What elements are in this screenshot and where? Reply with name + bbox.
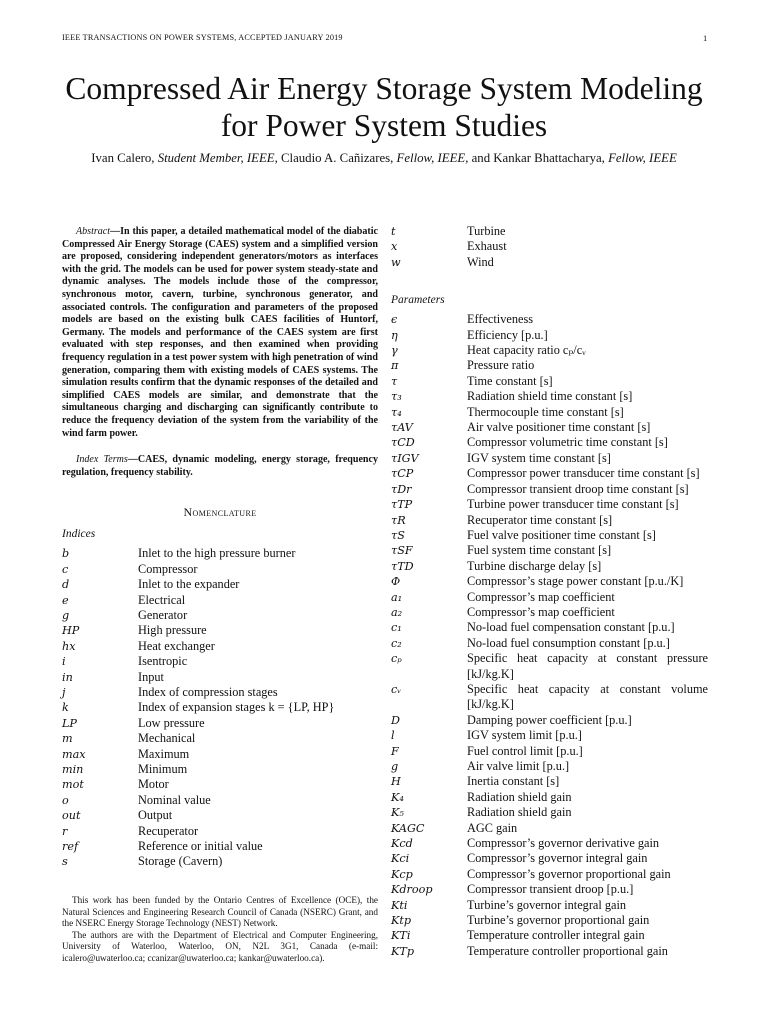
symbol: τ₄ [391,405,402,419]
definition: Output [138,808,173,823]
symbol: τ₃ [391,390,402,404]
parameter-row [391,420,708,435]
indices-list-continued [391,224,708,270]
definition: Minimum [138,761,188,776]
abstract [62,226,378,440]
definition: Fuel valve positioner time constant [s] [467,527,656,542]
parameter-row [391,759,708,774]
indices-label: Indices [62,528,96,541]
parameter-row [391,821,708,836]
definition: Compressor transient droop [p.u.] [467,882,634,897]
definition: IGV system limit [p.u.] [467,728,582,743]
symbol: KTi [391,929,411,943]
definition: Compressor [138,561,198,576]
paper-title [40,70,728,144]
symbol: τTP [391,498,413,512]
index-row [62,793,378,808]
author-list [30,151,738,166]
definition: No-load fuel consumption constant [p.u.] [467,635,670,650]
index-row [62,670,378,685]
definition: Effectiveness [467,312,534,327]
definition: Specific heat capacity at constant volume [kJ/kg.K] [467,681,708,712]
definition: Compressor’s governor derivative gain [467,836,660,851]
definition: Radiation shield time constant [s] [467,389,633,404]
parameter-row [391,651,708,682]
index-row [62,593,378,608]
index-row [62,577,378,592]
definition: Heat capacity ratio cₚ/cᵥ [467,343,586,358]
parameter-row [391,328,708,343]
symbol: a₂ [391,605,403,619]
symbol: τTD [391,559,414,573]
parameter-row [391,744,708,759]
index-row [62,808,378,823]
parameters-label: Parameters [391,294,445,307]
definition: No-load fuel compensation constant [p.u.] [467,620,675,635]
symbol: s [62,855,68,869]
symbol: K₄ [391,790,404,804]
symbol: K₅ [391,806,404,820]
parameter-row [391,559,708,574]
parameter-row [391,590,708,605]
symbol: t [391,225,396,238]
right-column [391,224,708,959]
symbol: i [62,655,66,669]
symbol: cᵥ [391,682,402,696]
definition: Storage (Cavern) [138,854,223,869]
definition: Compressor power transducer time constant [s] [467,466,700,481]
definition: Temperature controller integral gain [467,928,645,943]
index-row [62,731,378,746]
symbol: τSF [391,544,413,558]
definition: Input [138,669,164,684]
author-2-role: Fellow, IEEE, [396,151,469,165]
definition: Thermocouple time constant [s] [467,404,624,419]
author-3-name: and Kankar Bhattacharya, [468,151,609,165]
symbol: o [62,793,69,807]
symbol: Kci [391,852,410,866]
definition: Mechanical [138,731,196,746]
affiliation-paragraph: The authors are with the Department of Electrical and Computer Engineering, University of Waterloo, Waterloo, ON, N2L 3G1, Canada (e-mail: icalero@uwaterloo.ca; ccanizar@uwaterloo.ca; kankar@uwaterloo.ca). [62,929,378,963]
parameter-row [391,528,708,543]
parameter-row [391,374,708,389]
author-1-name: Ivan Calero, [91,151,158,165]
symbol: Φ [391,575,401,589]
definition: Maximum [138,746,190,761]
parameter-row [391,605,708,620]
symbol: g [391,760,399,773]
symbol: l [391,729,395,743]
parameter-row [391,928,708,943]
parameter-row [391,482,708,497]
definition: Compressor’s governor integral gain [467,851,648,866]
definition: Time constant [s] [467,373,553,388]
definition: Electrical [138,592,186,607]
indices-list [62,546,378,870]
symbol: c₂ [391,636,402,650]
author-3-role: Fellow, IEEE [608,151,677,165]
definition: Turbine discharge delay [s] [467,558,602,573]
symbol: η [391,328,398,342]
parameter-row [391,451,708,466]
index-row [62,762,378,777]
symbol: ϵ [391,313,398,327]
funding-paragraph: This work has been funded by the Ontario Centres of Excellence (OCE), the Natural Sciences and Engineering Research Council of Canada (NSERC) Grant, and the NSERC Energy Storage Technology (NEST) Network. [62,895,378,929]
symbol: Ktp [391,914,412,928]
definition: Damping power coefficient [p.u.] [467,712,632,727]
symbol: hx [62,639,76,653]
definition: Specific heat capacity at constant pressure [kJ/kg.K] [467,651,708,681]
symbol: Kdroop [391,883,433,897]
index-terms-lead: Index Terms [76,454,128,466]
parameter-row [391,882,708,897]
definition: Wind [467,254,494,269]
parameter-row [391,774,708,789]
running-head: IEEE TRANSACTIONS ON POWER SYSTEMS, ACCEPTED JANUARY 2019 [62,33,343,42]
symbol: Kcp [391,867,413,881]
symbol: m [62,732,73,746]
definition: Motor [138,777,169,792]
author-1-role: Student Member, IEEE, [157,151,278,165]
symbol: τR [391,513,406,527]
symbol: τ [391,374,398,388]
symbol: τCP [391,467,414,481]
definition: Radiation shield gain [467,805,572,820]
definition: IGV system time constant [s] [467,450,611,465]
symbol: H [391,775,401,789]
parameter-row [391,898,708,913]
definition: Air valve limit [p.u.] [467,759,570,773]
index-row [62,608,378,623]
symbol: KAGC [391,821,425,835]
index-row [62,700,378,715]
definition: Reference or initial value [138,839,263,853]
parameter-row [391,343,708,358]
definition: Efficiency [p.u.] [467,327,548,342]
parameter-row [391,851,708,866]
abstract-lead: Abstract [76,226,111,237]
definition: Turbine’s governor integral gain [467,897,627,912]
parameter-row [391,358,708,373]
abstract-text: —In this paper, a detailed mathematical model of the diabatic Compressed Air Energy Storage (CAES) system and a simplified version are proposed, considering independent generators/motors as interfaces with the grid. The models can be used for power system steady-state and dynamic analyses. The models include those of the compressor, synchronous motor, cavern, turbine, synchronous generator, and associated controls. The configuration and parameters of the proposed models are based on the existing bulk CAES facilities of Huntorf, Germany. The models and performance of the CAES system are first evaluated with step responses, and then examined when providing frequency regulation in a test power system with high penetration of wind generation, comparing them with existing models of CAES systems. The simulation results confirm that the dynamic responses of the detailed and simplified CAES models are similar, and demonstrate that the simultaneous charging and discharging can significantly contribute to reduce the frequency deviation of the system from the variability of the wind farm power. [62,226,378,439]
symbol: γ [391,344,398,358]
symbol: τCD [391,436,415,450]
definition: Recuperator [138,823,199,838]
nomenclature-heading: Nomenclature [183,505,257,520]
index-row [62,654,378,669]
index-row [62,562,378,577]
parameter-row [391,836,708,851]
symbol: D [391,713,400,727]
definition: Turbine’s governor proportional gain [467,913,650,928]
index-row [62,839,378,854]
index-row [62,747,378,762]
definition: Inertia constant [s] [467,774,560,789]
parameter-row [391,497,708,512]
symbol: c [62,562,69,576]
index-row [391,239,708,254]
index-row [62,777,378,792]
definition: Index of expansion stages k = {LP, HP} [138,700,335,715]
definition: Turbine [467,224,506,238]
symbol: in [62,670,73,684]
definition: Inlet to the expander [138,577,240,592]
symbol: x [391,240,398,254]
definition: High pressure [138,623,207,638]
index-row [62,824,378,839]
definition: Recuperator time constant [s] [467,512,613,527]
symbol: π [391,359,399,373]
symbol: τIGV [391,451,419,465]
parameter-row [391,574,708,589]
parameter-row [391,312,708,327]
definition: Generator [138,607,188,622]
symbol: d [62,578,70,592]
page-number: 1 [703,33,708,43]
definition: Compressor volumetric time constant [s] [467,435,668,450]
parameter-row [391,713,708,728]
author-2-name: Claudio A. Cañizares, [277,151,397,165]
symbol: min [62,762,84,776]
definition: Compressor’s map coefficient [467,604,615,619]
symbol: τS [391,528,405,542]
symbol: τDr [391,482,412,496]
parameter-row [391,944,708,959]
parameter-row [391,790,708,805]
symbol: r [62,824,68,838]
parameter-row [391,405,708,420]
parameter-row [391,913,708,928]
definition: Nominal value [138,792,211,807]
symbol: KTp [391,944,414,958]
definition: Temperature controller proportional gain [467,943,668,958]
parameter-row [391,435,708,450]
symbol: g [62,608,70,622]
definition: Fuel system time constant [s] [467,543,612,558]
symbol: mot [62,778,84,792]
parameter-row [391,389,708,404]
definition: Heat exchanger [138,638,215,653]
definition: Compressor transient droop time constant [s] [467,481,689,496]
parameter-row [391,805,708,820]
symbol: a₁ [391,590,403,604]
symbol: max [62,747,86,761]
symbol: F [391,744,399,758]
index-row [62,546,378,561]
parameter-row [391,728,708,743]
parameter-row [391,620,708,635]
definition: Radiation shield gain [467,789,572,804]
parameter-row [391,543,708,558]
definition: Inlet to the high pressure burner [138,546,296,561]
symbol: c₁ [391,621,402,635]
definition: Exhaust [467,239,507,254]
index-row [62,685,378,700]
symbol: ref [62,840,79,853]
parameter-row [391,867,708,882]
title-line-1: Compressed Air Energy Storage System Modeling [65,71,703,106]
title-line-2: for Power System Studies [220,108,548,143]
symbol: HP [62,624,80,638]
parameter-row [391,682,708,713]
index-terms [62,454,378,479]
symbol: w [391,255,401,269]
symbol: k [62,701,69,715]
definition: Pressure ratio [467,358,535,373]
symbol: τAV [391,421,413,435]
symbol: out [62,809,81,823]
symbol: cₚ [391,652,402,666]
definition: Turbine power transducer time constant [s] [467,497,679,512]
index-row [391,255,708,270]
parameters-list [391,312,708,959]
definition: Fuel control limit [p.u.] [467,743,583,758]
index-row [391,224,708,239]
parameter-row [391,466,708,481]
index-row [62,854,378,869]
left-column [62,226,378,870]
symbol: j [62,685,66,699]
definition: Air valve positioner time constant [s] [467,420,651,435]
symbol: LP [62,716,77,730]
symbol: b [62,547,70,561]
parameter-row [391,636,708,651]
definition: Low pressure [138,715,205,730]
parameter-row [391,513,708,528]
symbol: Kti [391,898,408,912]
funding-footnote [62,895,378,965]
index-row [62,639,378,654]
index-terms-text: —CAES, dynamic modeling, energy storage, frequency regulation, frequency stability. [62,454,378,478]
definition: Isentropic [138,654,188,669]
definition: Compressor’s map coefficient [467,589,615,604]
symbol: e [62,593,69,607]
definition: Compressor’s stage power constant [p.u./K] [467,574,684,589]
definition: AGC gain [467,820,518,835]
index-row [62,716,378,731]
index-row [62,623,378,638]
definition: Index of compression stages [138,684,278,699]
definition: Compressor’s governor proportional gain [467,866,671,881]
symbol: Kcd [391,837,413,851]
